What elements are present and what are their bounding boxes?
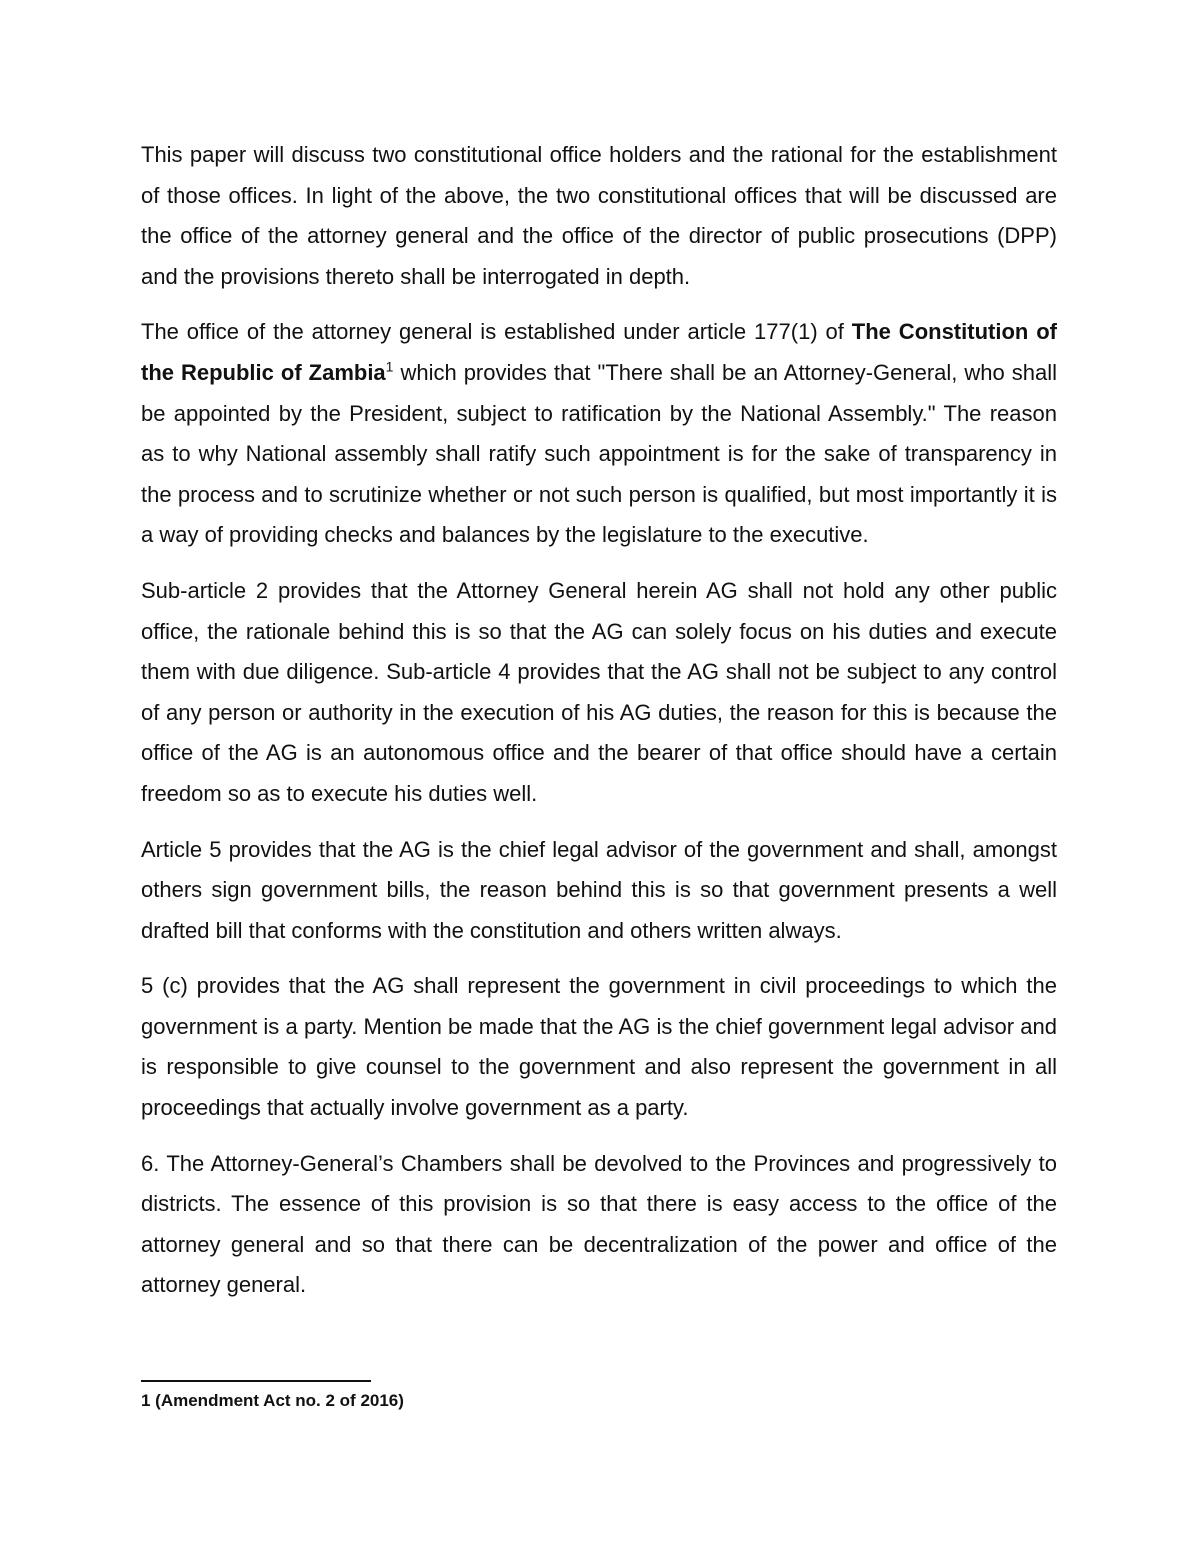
footnote-separator: [141, 1380, 371, 1382]
paragraph-6: 6. The Attorney-General’s Chambers shall be devolved to the Provinces and progressively to districts. The essence of this provision is so that there is easy access to the office of the attorney general and so that there can be decentralization of the power and office of the attorney general.: [141, 1150, 1057, 1298]
paragraph-text-before: The office of the attorney general is established under article 177(1) of: [141, 319, 852, 345]
paragraph-5c: 5 (c) provides that the AG shall represent the government in civil proceedings to which the government is a party. Mention be made that the AG is the chief government legal advisor and is responsible to give counsel to the government and also represent the government in all proceedings that actually involve government as a party.: [141, 973, 1057, 1121]
paragraph-text-after: which provides that "There shall be an Attorney-General, who shall be appointed by the President, subject to ratification by the National Assembly." The reason as to why National assembly shall ratify such appointment is for the sake of transparency in the process and to scrutinize whether or not such person is qualified, but most importantly it is a way of providing checks and balances by the legislature to the executive.: [141, 359, 1057, 548]
constitution-title: The Constitution of the Republic of Zambia: [141, 319, 1057, 385]
paragraph-article-5: Article 5 provides that the AG is the chief legal advisor of the government and shall, amongst others sign government bills, the reason behind this is so that government presents a well drafted bill that conforms with the constitution and others written always.: [141, 836, 1057, 943]
footnote-reference: 1: [385, 358, 394, 375]
footnote: 1 (Amendment Act no. 2 of 2016): [141, 1391, 404, 1410]
document-body: [141, 135, 1057, 1321]
paragraph-attorney-general-establishment: [141, 312, 1057, 556]
paragraph-intro: This paper will discuss two constitutional office holders and the rational for the establishment of those offices. In light of the above, the two constitutional offices that will be discussed are the office of the attorney general and the office of the director of public prosecutions (DPP) and the provisions thereto shall be interrogated in depth.: [141, 142, 1057, 289]
paragraph-sub-article-2: Sub-article 2 provides that the Attorney General herein AG shall not hold any other public office, the rationale behind this is so that the AG can solely focus on his duties and execute them with due diligence. Sub-article 4 provides that the AG shall not be subject to any control of any person or authority in the execution of his AG duties, the reason for this is because the office of the AG is an autonomous office and the bearer of that office should have a certain freedom so as to execute his duties well.: [141, 577, 1057, 806]
